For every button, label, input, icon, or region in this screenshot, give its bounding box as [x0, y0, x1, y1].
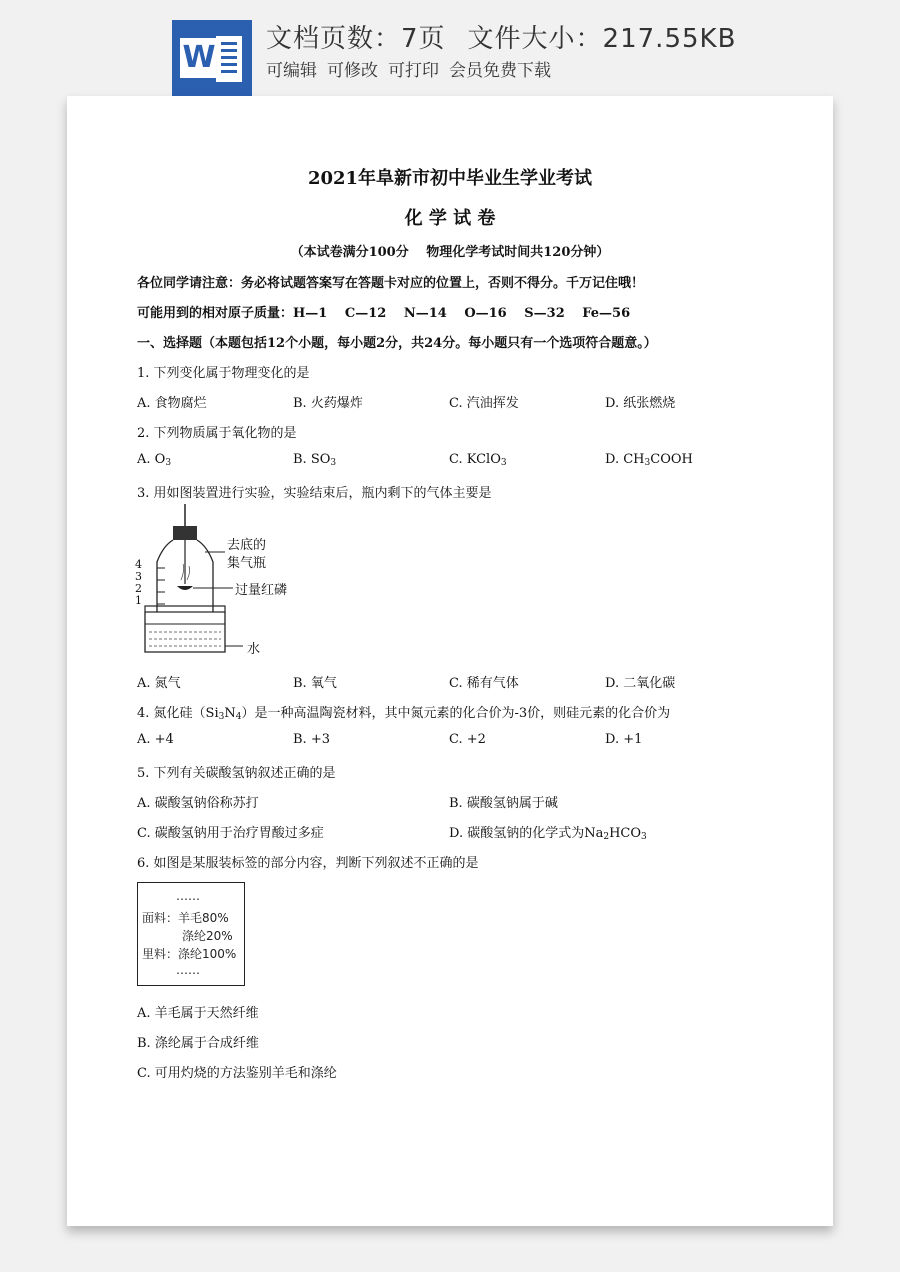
q6-option-b: B. 涤纶属于合成纤维: [137, 1036, 259, 1051]
exam-title: 2021年阜新市初中毕业生学业考试: [307, 168, 593, 189]
scale-mark-1: 1: [135, 594, 142, 607]
file-size: 文件大小：217.55KB: [467, 24, 737, 54]
q1-option-c: C. 汽油挥发: [449, 396, 519, 411]
bottle-label-2: 集气瓶: [227, 556, 267, 571]
question-6-stem: 6. 如图是某服装标签的部分内容，判断下列叙述不正确的是: [137, 856, 479, 871]
feature-editable: 可编辑: [266, 61, 317, 81]
question-2-stem: 2. 下列物质属于氧化物的是: [137, 426, 297, 441]
q2-option-a: A. $O_3$: [137, 452, 172, 468]
q4-option-a: A. +4: [137, 732, 174, 747]
q3-option-a: A. 氮气: [137, 676, 181, 691]
download-banner: [0, 0, 900, 96]
q1-option-d: D. 纸张燃烧: [605, 396, 676, 411]
exam-note: （本试卷满分100分 物理化学考试时间共120分钟）: [290, 245, 610, 260]
section-heading: 一、选择题（本题包括12个小题，每小题2分，共24分。每小题只有一个选项符合题意。）: [137, 336, 657, 351]
feature-member-download: 会员免费下载: [449, 61, 551, 81]
question-5-stem: 5. 下列有关碳酸氢钠叙述正确的是: [137, 766, 336, 781]
question-3-stem: 3. 用如图装置进行实验，实验结束后，瓶内剩下的气体主要是: [137, 486, 492, 501]
label-dots-bottom: ……: [176, 963, 200, 977]
q3-option-d: D. 二氧化碳: [605, 676, 676, 691]
q5-option-d: D. 碳酸氢钠的化学式为$Na_2HCO_3$: [449, 826, 647, 842]
q6-option-a: A. 羊毛属于天然纤维: [137, 1006, 259, 1021]
page-count: 文档页数：7页: [266, 24, 446, 54]
label-polyester-line: 涤纶20%: [182, 929, 233, 943]
q3-option-b: B. 氧气: [293, 676, 337, 691]
q4-option-c: C. +2: [449, 732, 486, 747]
q1-option-a: A. 食物腐烂: [137, 396, 207, 411]
q2-option-b: B. $SO_3$: [293, 452, 337, 468]
q1-option-b: B. 火药爆炸: [293, 396, 363, 411]
exam-paper: [67, 96, 833, 1226]
label-lining-line: 里料：涤纶100%: [142, 947, 237, 961]
word-document-icon: W: [172, 20, 252, 96]
bottle-label-1: 去底的: [227, 538, 267, 553]
feature-printable: 可打印: [388, 61, 439, 81]
exam-subject: 化 学 试 卷: [404, 208, 496, 229]
q2-option-d: D. $CH_3COOH$: [605, 452, 693, 468]
q5-option-a: A. 碳酸氢钠俗称苏打: [137, 796, 259, 811]
q3-option-c: C. 稀有气体: [449, 676, 519, 691]
water-label: 水: [247, 642, 261, 657]
clothing-label-figure: [137, 882, 245, 986]
q4-option-d: D. +1: [605, 732, 643, 747]
q6-option-c: C. 可用灼烧的方法鉴别羊毛和涤纶: [137, 1066, 337, 1081]
atomic-mass: 可能用到的相对原子质量：H—1 C—12 N—14 O—16 S—32 Fe—56: [137, 306, 631, 321]
phosphorus-label: 过量红磷: [235, 583, 288, 598]
q5-option-b: B. 碳酸氢钠属于碱: [449, 796, 558, 811]
question-4-stem: 4. 氮化硅$(Si_3N_4)$是一种高温陶瓷材料，其中氮元素的化合价为-3价，则硅元素的化合价为: [137, 706, 671, 722]
question-1-stem: 1. 下列变化属于物理变化的是: [137, 366, 310, 381]
notice: 各位同学请注意：务必将试题答案写在答题卡对应的位置上，否则不得分。千万记住哦！: [137, 276, 645, 291]
gas-bottle-apparatus-figure: [135, 502, 309, 668]
label-fabric-line: 面料：羊毛80%: [142, 911, 229, 925]
label-dots-top: ……: [176, 889, 200, 903]
q5-option-c: C. 碳酸氢钠用于治疗胃酸过多症: [137, 826, 324, 841]
feature-modifiable: 可修改: [327, 61, 378, 81]
scale-mark-4: 4: [135, 558, 142, 571]
scale-mark-3: 3: [135, 570, 142, 583]
scale-mark-2: 2: [135, 582, 142, 595]
q4-option-b: B. +3: [293, 732, 330, 747]
q2-option-c: C. KClO$_3$: [449, 452, 507, 468]
